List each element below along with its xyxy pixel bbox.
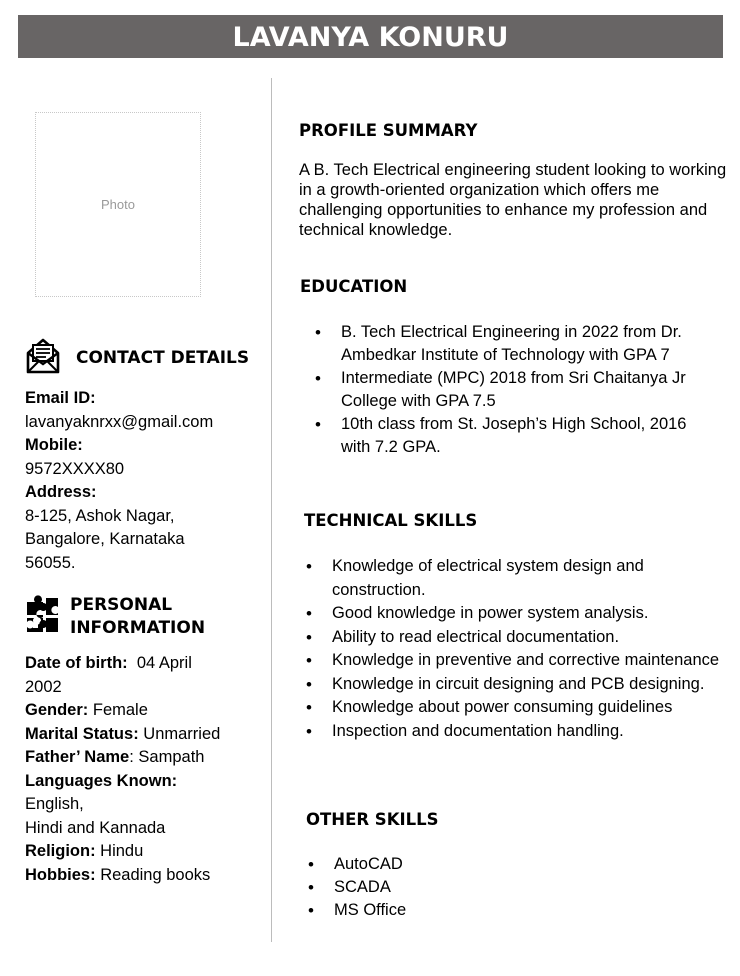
- other-skill-item: • AutoCAD: [308, 853, 508, 876]
- mobile-value: 9572XXXX80: [25, 459, 125, 478]
- education-title: EDUCATION: [300, 277, 408, 296]
- education-item: • Intermediate (MPC) 2018 from Sri Chaitanya Jr College with GPA 7.5: [315, 367, 705, 413]
- dob-value: 04 April: [136, 654, 192, 672]
- profile-summary-title: PROFILE SUMMARY: [299, 121, 478, 140]
- personal-information-title: [70, 594, 205, 640]
- column-divider: [271, 78, 272, 942]
- personal-title-line: INFORMATION: [70, 618, 206, 638]
- religion-label: Religion:: [25, 842, 96, 860]
- other-skills-title: OTHER SKILLS: [306, 810, 439, 829]
- hobbies-value: Reading books: [100, 865, 211, 884]
- dob-year: 2002: [25, 677, 62, 696]
- email-value: lavanyaknrxx@gmail.com: [25, 412, 214, 431]
- marital-value: Unmarried: [143, 724, 221, 743]
- address-line: Bangalore, Karnataka: [25, 530, 185, 548]
- puzzle-icon: [24, 595, 62, 640]
- address-label: Address:: [25, 483, 97, 501]
- technical-skills-title: TECHNICAL SKILLS: [304, 511, 478, 530]
- languages-line: Hindi and Kannada: [25, 818, 166, 837]
- gender-value: Female: [92, 701, 148, 719]
- profile-summary-text: A B. Tech Electrical engineering student looking to working in a growth-oriented organization which offers me challenging opportunities to enhance my profession and technical knowledge.: [299, 161, 727, 239]
- technical-skill-item: • Ability to read electrical documentation.: [306, 626, 726, 650]
- other-skill-item: • MS Office: [308, 899, 508, 922]
- technical-skill-item: • Knowledge in circuit designing and PCB designing.: [306, 673, 726, 697]
- personal-information-heading: [24, 594, 205, 640]
- contact-details-heading: [24, 337, 249, 380]
- father-label: Father’ Name: [25, 748, 130, 766]
- marital-label: Marital Status:: [25, 724, 139, 743]
- photo-placeholder: [35, 112, 201, 297]
- mobile-label: Mobile:: [25, 436, 83, 454]
- father-value: : Sampath: [129, 748, 205, 766]
- name-banner: [18, 15, 723, 58]
- photo-label: Photo: [101, 197, 135, 212]
- technical-skill-item: • Inspection and documentation handling.: [306, 720, 726, 744]
- candidate-name: LAVANYA KONURU: [232, 22, 509, 53]
- technical-skill-item: • Knowledge about power consuming guidelines: [306, 696, 726, 720]
- religion-value: Hindu: [100, 842, 144, 860]
- education-list: [315, 321, 705, 459]
- email-label: Email ID:: [25, 389, 96, 407]
- technical-skill-item: • Knowledge in preventive and corrective maintenance: [306, 649, 726, 673]
- other-skills-list: [308, 853, 508, 922]
- other-skill-item: • SCADA: [308, 876, 508, 899]
- technical-skill-item: • Knowledge of electrical system design and construction.: [306, 555, 726, 602]
- education-item: • B. Tech Electrical Engineering in 2022 from Dr. Ambedkar Institute of Technology with GPA 7: [315, 321, 705, 367]
- gender-label: Gender:: [25, 701, 89, 719]
- address-line: 56055.: [25, 553, 76, 572]
- education-item: • 10th class from St. Joseph’s High School, 2016 with 7.2 GPA.: [315, 413, 705, 459]
- hobbies-label: Hobbies:: [25, 865, 96, 884]
- technical-skill-item: • Good knowledge in power system analysis.: [306, 602, 726, 626]
- contact-details-block: [25, 387, 213, 575]
- contact-details-title: CONTACT DETAILS: [76, 348, 250, 368]
- languages-line: English,: [25, 795, 84, 813]
- personal-information-block: [25, 652, 220, 887]
- languages-label: Languages Known:: [25, 771, 178, 790]
- dob-label: Date of birth:: [25, 654, 128, 672]
- personal-title-line: PERSONAL: [70, 595, 173, 615]
- address-line: 8-125, Ashok Nagar,: [25, 506, 175, 525]
- technical-skills-list: [306, 555, 726, 743]
- envelope-icon: [24, 337, 62, 380]
